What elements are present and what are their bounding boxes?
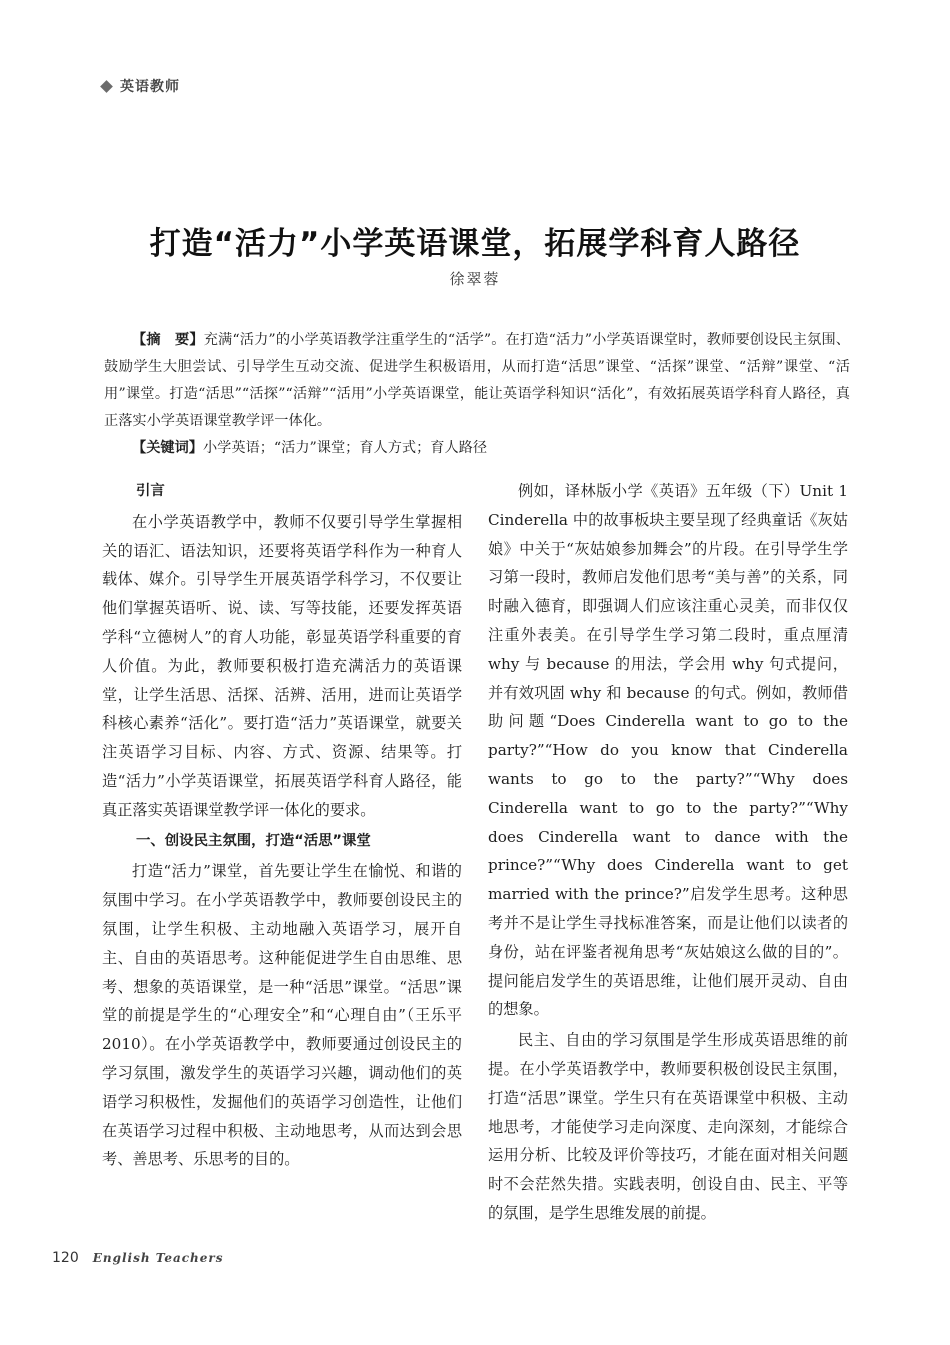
abstract-paragraph bbox=[104, 327, 850, 435]
intro-paragraph: 在小学英语教学中，教师不仅要引导学生掌握相关的语汇、语法知识，还要将英语学科作为一种育人载体、媒介。引导学生开展英语学科学习，不仅要让他们掌握英语听、说、读、写等技能，还要发挥英语学科“立德树人”的育人功能，彰显英语学科重要的育人价值。为此，教师要积极打造充满活力的英语课堂，让学生活思、活探、活辨、活用，进而让英语学科核心素养“活化”。要打造“活力”英语课堂，就要关注英语学习目标、内容、方式、资源、结果等。打造“活力”小学英语课堂，拓展英语学科育人路径，能真正落实英语课堂教学评一体化的要求。 bbox=[102, 512, 462, 819]
abstract-text: 充满“活力”的小学英语教学注重学生的“活学”。在打造“活力”小学英语课堂时，教师要创设民主氛围、鼓励学生大胆尝试、引导学生互动交流、促进学生积极语用，从而打造“活思”课堂、“活探”课堂、“活辩”课堂、“活用”课堂。打造“活思”“活探”“活辩”“活用”小学英语课堂，能让英语学科知识“活化”，有效拓展英语学科育人路径，真正落实小学英语课堂教学评一体化。 bbox=[104, 332, 850, 429]
page-footer bbox=[52, 1250, 223, 1266]
section1-paragraph: 打造“活力”课堂，首先要让学生在愉悦、和谐的氛围中学习。在小学英语教学中，教师要创设民主的氛围，让学生积极、主动地融入英语学习，展开自主、自由的英语思考。这种能促进学生自由思维、思考、想象的英语课堂，是一种“活思”课堂。“活思”课堂的前提是学生的“心理安全”和“心理自由”（王乐平 2010）。在小学英语教学中，教师要通过创设民主的学习氛围，激发学生的英语学习兴趣，调动他们的英语学习积极性，发掘他们的英语学习创造性，让他们在英语学习过程中积极、主动地思考，从而达到会思考、善思考、乐思考的目的。 bbox=[102, 862, 462, 1169]
right-column bbox=[488, 477, 848, 1230]
page-number: 120 bbox=[52, 1250, 79, 1266]
column-name: 英语教师 bbox=[120, 79, 180, 95]
abstract-block bbox=[104, 327, 850, 462]
diamond-icon bbox=[100, 80, 113, 93]
left-column bbox=[102, 477, 462, 1176]
abstract-label: 【摘 要】 bbox=[132, 332, 204, 348]
intro-heading: 引言 bbox=[136, 483, 165, 499]
column-header bbox=[100, 76, 180, 96]
example-paragraph: 例如，译林版小学《英语》五年级（下）Unit 1 Cinderella 中的故事板块主要呈现了经典童话《灰姑娘》中关于“灰姑娘参加舞会”的片段。在引导学生学习第一段时，教师启发他们思考“美与善”的关系，同时融入德育，即强调人们应该注重心灵美，而非仅仅注重外表美。在引导学生学习第二段时，重点厘清 why 与 because 的用法，学会用 why 句式提问，并有效巩固 why 和 because 的句式。例如，教师借助问题“Does Cinderella want to go to the party?”“How do you know that Cinderella wants to go to the party?”“Why does Cinderella want to go to the party?”“Why does Cinderella want to dance with the prince?”“Why does Cinderella want to get married with the prince?”启发学生思考。这种思考并不是让学生寻找标准答案，而是让他们以读者的身份，站在评鉴者视角思考“灰姑娘这么做的目的”。提问能启发学生的英语思维，让他们展开灵动、自由的想象。 bbox=[488, 482, 848, 1019]
journal-name: English Teachers bbox=[92, 1251, 224, 1265]
article-title: 打造“活力”小学英语课堂，拓展学科育人路径 bbox=[149, 226, 801, 262]
keywords-label: 【关键词】 bbox=[132, 440, 203, 456]
keywords-text: 小学英语；“活力”课堂；育人方式；育人路径 bbox=[202, 440, 488, 456]
conclusion-paragraph: 民主、自由的学习氛围是学生形成英语思维的前提。在小学英语教学中，教师要积极创设民主氛围，打造“活思”课堂。学生只有在英语课堂中积极、主动地思考，才能使学习走向深度、走向深刻，才能综合运用分析、比较及评价等技巧，才能在面对相关问题时不会茫然失措。实践表明，创设自由、民主、平等的氛围，是学生思维发展的前提。 bbox=[488, 1031, 848, 1222]
section1-heading: 一、创设民主氛围，打造“活思”课堂 bbox=[136, 832, 371, 849]
keywords-paragraph bbox=[104, 435, 850, 462]
author-name: 徐翠蓉 bbox=[449, 270, 501, 288]
